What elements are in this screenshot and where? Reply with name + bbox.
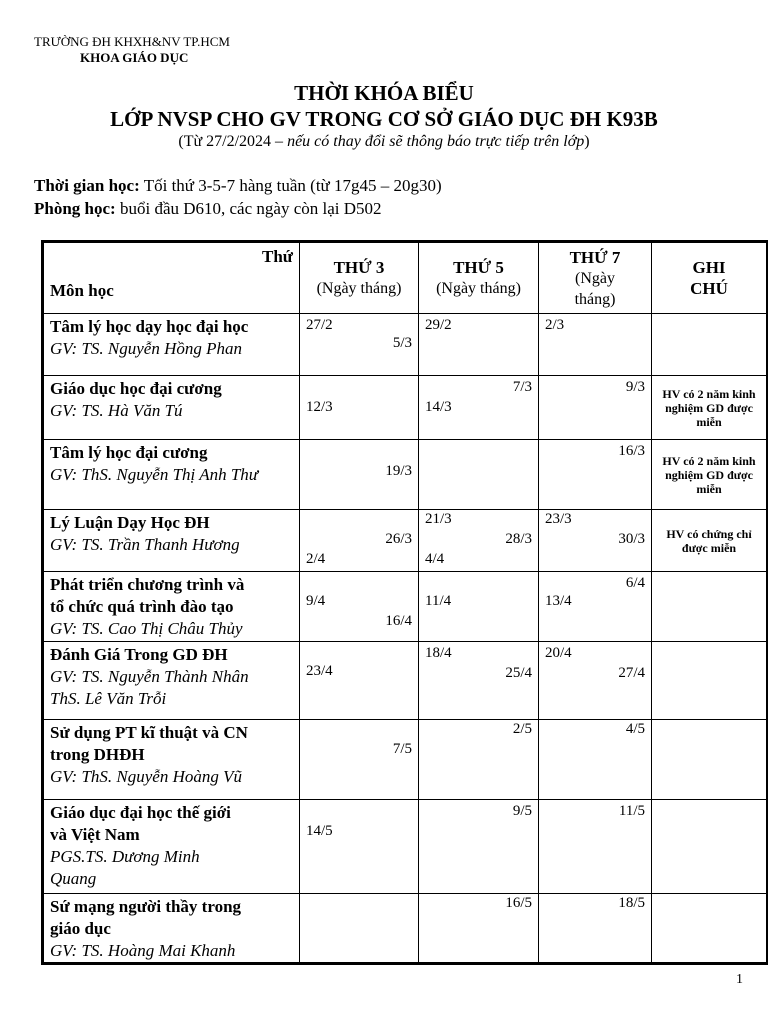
session-date: 6/4 — [625, 575, 645, 591]
session-date: 7/5 — [392, 741, 412, 757]
subject-name: tổ chức quá trình đào tạo — [50, 597, 234, 616]
study-time — [34, 174, 442, 197]
session-date: 27/2 — [306, 317, 333, 333]
header-thu5 — [419, 242, 539, 314]
session-date: 9/4 — [306, 593, 326, 609]
exemption-note: HV có 2 năm kinh nghiệm GD được miễn — [662, 453, 756, 496]
session-date: 30/3 — [618, 531, 645, 547]
header-corner — [43, 242, 300, 314]
thu7-sub1: (Ngày — [575, 269, 615, 287]
date-cell-t7 — [539, 800, 652, 894]
subject-name: Sứ mạng người thầy trong — [50, 897, 242, 916]
session-date: 28/3 — [505, 531, 532, 547]
note-cell — [652, 440, 768, 510]
subject-name: Đánh Giá Trong GD ĐH — [50, 645, 228, 664]
date-cell-t5 — [419, 510, 539, 572]
subject-cell — [43, 572, 300, 642]
note-label-1: GHI — [692, 258, 726, 277]
subject-name: trong DHĐH — [50, 745, 145, 764]
document-title-block — [0, 80, 768, 152]
session-date: 18/5 — [618, 895, 645, 911]
session-date: 23/4 — [306, 663, 333, 679]
session-date: 9/5 — [512, 803, 532, 819]
date-cell-t3 — [300, 314, 419, 376]
note-suffix: ) — [584, 133, 590, 150]
study-room-label: Phòng học: — [34, 199, 116, 218]
note-cell — [652, 376, 768, 440]
table-row — [43, 314, 768, 376]
date-cell-t7 — [539, 642, 652, 720]
note-cell — [652, 314, 768, 376]
date-cell-t3 — [300, 510, 419, 572]
subject-name: Tâm lý học dạy học đại học — [50, 317, 249, 336]
session-date: 4/5 — [625, 721, 645, 737]
header-day-label: Thứ — [262, 247, 293, 266]
session-date: 23/3 — [545, 511, 572, 527]
session-date: 2/4 — [306, 551, 326, 567]
date-cell-t5 — [419, 800, 539, 894]
date-cell-t5 — [419, 642, 539, 720]
note-prefix: (Từ 27/2/2024 – — [178, 133, 288, 150]
teacher-name: GV: ThS. Nguyễn Thị Anh Thư — [50, 465, 259, 484]
table-row — [43, 572, 768, 642]
date-cell-t3 — [300, 440, 419, 510]
date-cell-t5 — [419, 314, 539, 376]
teacher-name: Quang — [50, 869, 97, 888]
table-row — [43, 440, 768, 510]
session-date: 2/3 — [545, 317, 565, 333]
header-subject-label: Môn học — [50, 281, 114, 300]
thu7-label: THỨ 7 — [569, 247, 621, 267]
teacher-name: GV: TS. Nguyễn Hồng Phan — [50, 339, 243, 358]
teacher-name: PGS.TS. Dương Minh — [50, 847, 200, 866]
document-subtitle: LỚP NVSP CHO GV TRONG CƠ SỞ GIÁO DỤC ĐH K93B — [110, 107, 658, 131]
date-cell-t5 — [419, 720, 539, 800]
session-date: 27/4 — [618, 665, 645, 681]
note-italic: nếu có thay đổi sẽ thông báo trực tiếp trên lớp — [287, 133, 585, 150]
thu3-label: THỨ 3 — [333, 258, 385, 277]
date-cell-t5 — [419, 376, 539, 440]
teacher-name: GV: TS. Hoàng Mai Khanh — [50, 941, 236, 960]
header-thu7 — [539, 242, 652, 314]
date-cell-t7 — [539, 376, 652, 440]
study-room — [34, 197, 442, 220]
date-cell-t5 — [419, 572, 539, 642]
session-date: 7/3 — [512, 379, 532, 395]
institution-header — [34, 34, 230, 66]
thu5-sub: (Ngày tháng) — [436, 280, 521, 297]
study-time-label: Thời gian học: — [34, 176, 140, 195]
session-date: 25/4 — [505, 665, 532, 681]
subject-name: Tâm lý học đại cương — [50, 443, 208, 462]
session-date: 20/4 — [545, 645, 572, 661]
date-cell-t7 — [539, 510, 652, 572]
timetable — [41, 240, 768, 965]
page-number: 1 — [736, 972, 743, 987]
session-date: 11/4 — [425, 593, 452, 609]
note-cell — [652, 642, 768, 720]
subject-cell — [43, 642, 300, 720]
note-label-2: CHÚ — [690, 279, 728, 298]
timetable-body — [43, 314, 768, 964]
note-cell — [652, 894, 768, 964]
session-date: 16/4 — [385, 613, 412, 629]
study-room-value: buổi đầu D610, các ngày còn lại D502 — [115, 199, 382, 218]
subject-cell — [43, 510, 300, 572]
exemption-note: HV có 2 năm kinh nghiệm GD được miễn — [662, 386, 756, 429]
session-date: 5/3 — [392, 335, 412, 351]
date-cell-t5 — [419, 894, 539, 964]
table-row — [43, 376, 768, 440]
subject-name: Giáo dục học đại cương — [50, 379, 222, 398]
subject-cell — [43, 314, 300, 376]
date-cell-t5 — [419, 440, 539, 510]
session-date: 9/3 — [625, 379, 645, 395]
document-note — [0, 132, 768, 152]
teacher-name: ThS. Lê Văn Trỗi — [50, 689, 167, 708]
subject-name: Giáo dục đại học thế giới — [50, 803, 231, 822]
table-row — [43, 800, 768, 894]
teacher-name: GV: TS. Cao Thị Châu Thủy — [50, 619, 243, 638]
subject-cell — [43, 376, 300, 440]
date-cell-t3 — [300, 376, 419, 440]
subject-name: giáo dục — [50, 919, 111, 938]
session-date: 13/4 — [545, 593, 572, 609]
session-date: 26/3 — [385, 531, 412, 547]
subject-cell — [43, 440, 300, 510]
session-date: 14/3 — [425, 399, 452, 415]
table-row — [43, 720, 768, 800]
note-cell — [652, 572, 768, 642]
table-row — [43, 894, 768, 964]
note-cell — [652, 720, 768, 800]
date-cell-t7 — [539, 894, 652, 964]
date-cell-t7 — [539, 440, 652, 510]
session-date: 19/3 — [385, 463, 412, 479]
teacher-name: GV: TS. Hà Văn Tú — [50, 401, 183, 420]
subject-cell — [43, 800, 300, 894]
table-row — [43, 642, 768, 720]
session-date: 14/5 — [306, 823, 333, 839]
thu7-sub2: tháng) — [574, 290, 616, 308]
header-thu3 — [300, 242, 419, 314]
subject-name: Phát triển chương trình và — [50, 575, 245, 594]
exemption-note: HV có chứng chỉ được miễn — [666, 526, 752, 555]
date-cell-t3 — [300, 720, 419, 800]
subject-name: Sử dụng PT kĩ thuật và CN — [50, 723, 248, 742]
date-cell-t7 — [539, 720, 652, 800]
thu3-sub: (Ngày tháng) — [316, 280, 402, 297]
subject-name: Lý Luận Dạy Học ĐH — [50, 513, 210, 532]
teacher-name: GV: TS. Trần Thanh Hương — [50, 535, 240, 554]
session-date: 12/3 — [306, 399, 333, 415]
session-date: 11/5 — [618, 803, 645, 819]
note-cell — [652, 800, 768, 894]
subject-cell — [43, 720, 300, 800]
timetable-header-row — [43, 242, 768, 314]
session-date: 16/3 — [618, 443, 645, 459]
date-cell-t7 — [539, 572, 652, 642]
session-date: 18/4 — [425, 645, 452, 661]
teacher-name: GV: TS. Nguyễn Thành Nhân — [50, 667, 249, 686]
university-name: TRƯỜNG ĐH KHXH&NV TP.HCM — [34, 34, 230, 49]
document-title: THỜI KHÓA BIỂU — [294, 81, 474, 105]
teacher-name: GV: ThS. Nguyễn Hoàng Vũ — [50, 767, 243, 786]
thu5-label: THỨ 5 — [453, 258, 504, 277]
subject-cell — [43, 894, 300, 964]
header-note — [652, 242, 768, 314]
date-cell-t3 — [300, 642, 419, 720]
session-date: 2/5 — [512, 721, 532, 737]
date-cell-t3 — [300, 800, 419, 894]
subject-name: và Việt Nam — [50, 825, 140, 844]
date-cell-t3 — [300, 572, 419, 642]
date-cell-t3 — [300, 894, 419, 964]
table-row — [43, 510, 768, 572]
session-date: 21/3 — [425, 511, 452, 527]
note-cell — [652, 510, 768, 572]
faculty-name: KHOA GIÁO DỤC — [80, 50, 189, 65]
study-time-value: Tối thứ 3-5-7 hàng tuần (từ 17g45 – 20g30) — [139, 176, 442, 195]
date-cell-t7 — [539, 314, 652, 376]
session-date: 16/5 — [505, 895, 532, 911]
schedule-info — [34, 174, 442, 220]
session-date: 4/4 — [425, 551, 445, 567]
session-date: 29/2 — [425, 317, 452, 333]
